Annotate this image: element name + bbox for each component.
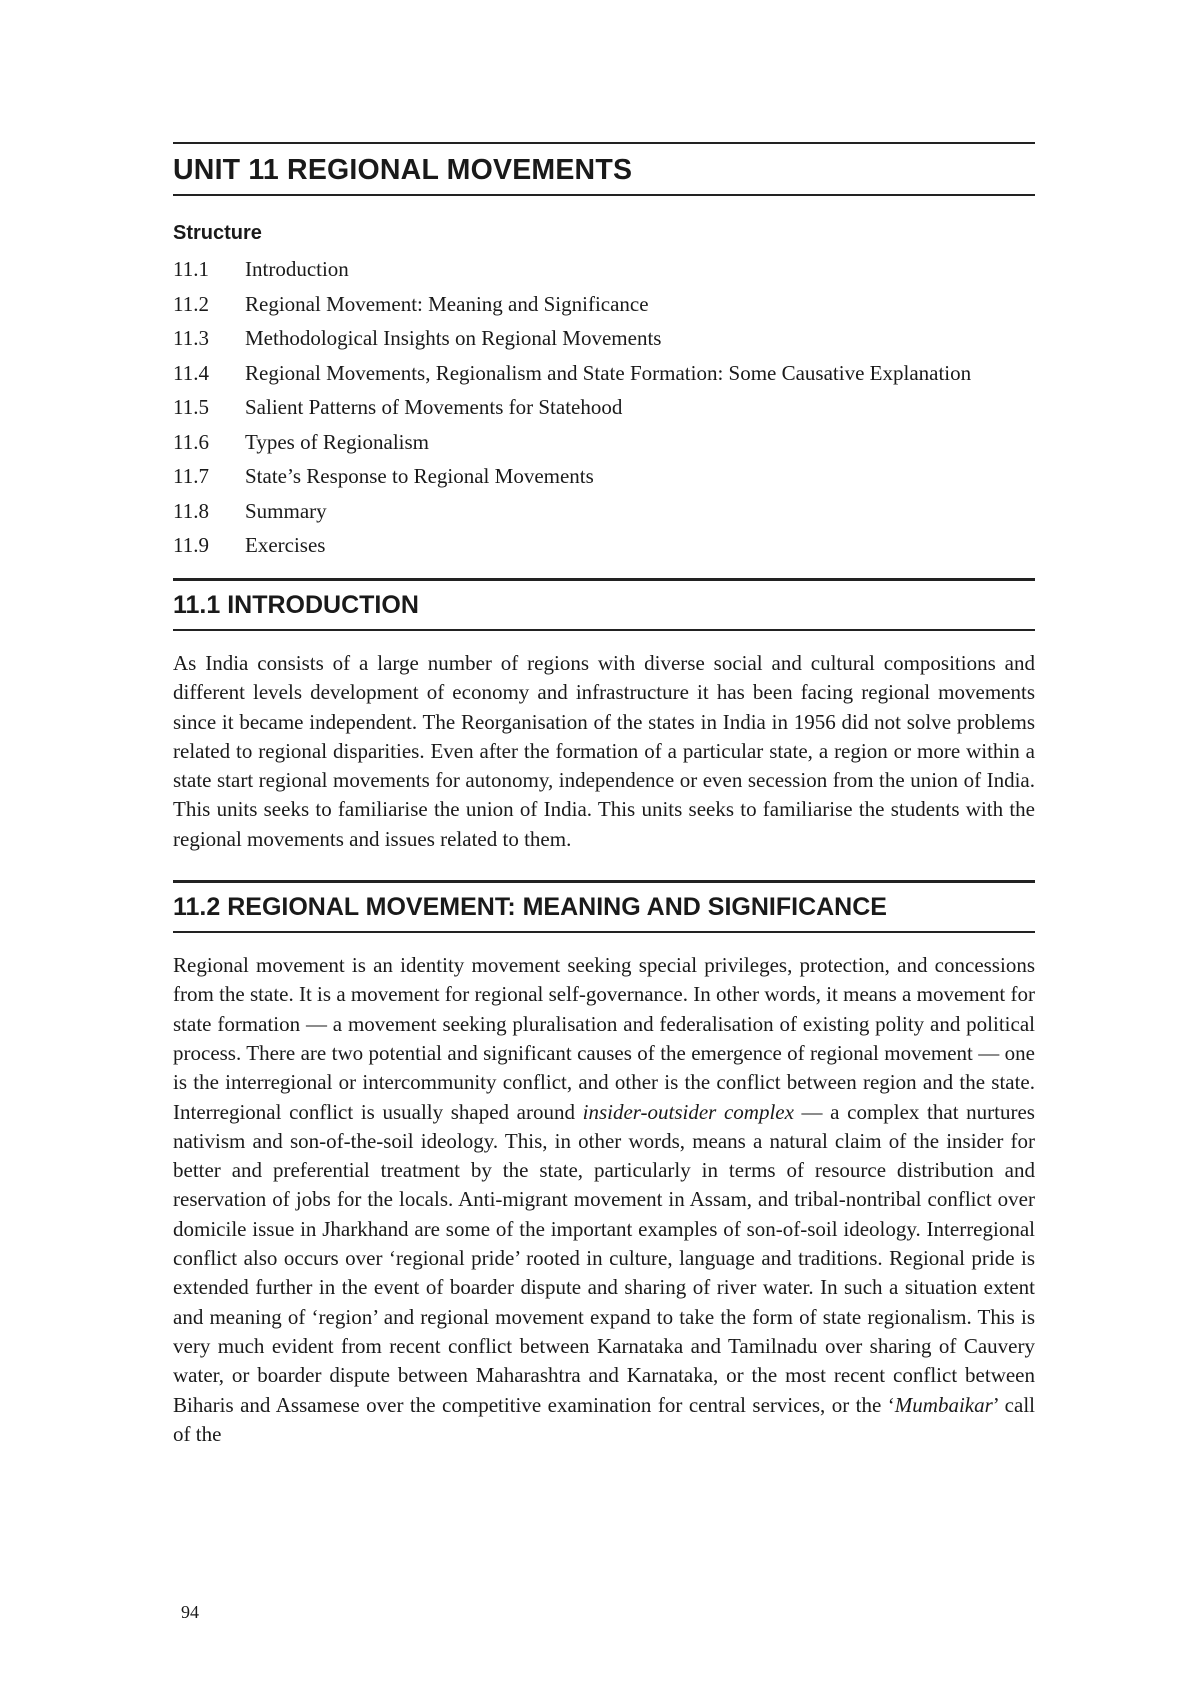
toc-item-number: 11.3 xyxy=(173,326,209,350)
body-paragraph: As India consists of a large number of regions with diverse social and cultural compositions and different levels development of economy and infrastructure it has been facing regional movements since it became independent. The Reorganisation of the states in India in 1956 did not solve problems related to regional disparities. Even after the formation of a particular state, a region or more within a state start regional movements for autonomy, independence or even secession from the union of India. This units seeks to familiarise the union of India. This units seeks to familiarise the students with the regional movements and issues related to them. xyxy=(173,651,1035,851)
toc-item-text: Exercises xyxy=(245,533,326,557)
paragraph-text: ’ call of the xyxy=(173,1392,1035,1446)
italic-term: Mumbaikar xyxy=(894,1392,993,1417)
toc-item xyxy=(173,324,1035,353)
toc-item-number: 11.9 xyxy=(173,533,209,557)
title-top-rule xyxy=(173,142,1035,144)
toc-item-text: Salient Patterns of Movements for Statehood xyxy=(245,395,623,419)
toc-item-text: Methodological Insights on Regional Movements xyxy=(245,326,662,350)
structure-list xyxy=(173,255,1035,560)
toc-item-text: State’s Response to Regional Movements xyxy=(245,464,594,488)
toc-item-number: 11.4 xyxy=(173,360,209,385)
toc-item-text: Introduction xyxy=(245,257,349,281)
toc-item xyxy=(173,290,1035,319)
page-number: 94 xyxy=(181,1602,199,1622)
toc-item-text: Regional Movements, Regionalism and State Formation: Some Causative Explanation xyxy=(245,360,972,385)
section-meaning-significance xyxy=(173,880,1035,1449)
toc-item xyxy=(173,531,1035,560)
section-top-rule xyxy=(173,880,1035,883)
toc-item xyxy=(173,462,1035,491)
toc-item xyxy=(173,255,1035,284)
toc-item-number: 11.2 xyxy=(173,291,209,316)
section-top-rule xyxy=(173,578,1035,581)
toc-item-number: 11.1 xyxy=(173,257,209,281)
section-bottom-rule xyxy=(173,931,1035,933)
toc-item-number: 11.5 xyxy=(173,395,209,419)
structure-heading: Structure xyxy=(173,222,262,244)
toc-item xyxy=(173,428,1035,457)
unit-title: UNIT 11 REGIONAL MOVEMENTS xyxy=(173,154,633,186)
toc-item-number: 11.6 xyxy=(173,429,209,454)
document-page xyxy=(173,142,1035,1449)
toc-item-number: 11.8 xyxy=(173,498,209,523)
title-bottom-rule xyxy=(173,194,1035,196)
toc-item-number: 11.7 xyxy=(173,464,209,488)
section-heading: 11.2 REGIONAL MOVEMENT: MEANING AND SIGNIFICANCE xyxy=(173,893,887,922)
toc-item xyxy=(173,359,1035,388)
section-introduction xyxy=(173,578,1035,854)
section-bottom-rule xyxy=(173,629,1035,631)
toc-item-text: Types of Regionalism xyxy=(245,429,430,454)
toc-item xyxy=(173,393,1035,422)
toc-item xyxy=(173,497,1035,526)
italic-term: insider-outsider complex xyxy=(582,1099,794,1124)
paragraph-text: Regional movement is an identity movement seeking special privileges, protection, and concessions from the state. It is a movement for regional self-governance. In other words, it means a movement for state formation — a movement seeking pluralisation and federalisation of existing polity and political process. There are two potential and significant causes of the emergence of regional movement — one is the interregional or intercommunity conflict, and other is the conflict between region and the state. Interregional conflict is usually shaped around xyxy=(173,953,1035,1124)
paragraph-text: — a complex that nurtures nativism and son-of-the-soil ideology. This, in other words, means a natural claim of the insider for better and preferential treatment by the state, particularly in terms of resource distribution and reservation of jobs for the locals. Anti-migrant movement in Assam, and tribal-nontribal conflict over domicile issue in Jharkhand are some of the important examples of son-of-soil ideology. Interregional conflict also occurs over ‘regional pride’ rooted in culture, language and traditions. Regional pride is extended further in the event of boarder dispute and sharing of river water. In such a situation extent and meaning of ‘region’ and regional movement expand to take the form of state regionalism. This is very much evident from recent conflict between Karnataka and Tamilnadu over sharing of Cauvery water, or boarder dispute between Maharashtra and Karnataka, or the most recent conflict between Biharis and Assamese over the competitive examination for central services, or the ‘ xyxy=(173,1099,1035,1417)
body-paragraph xyxy=(173,951,1035,1449)
toc-item-text: Regional Movement: Meaning and Significance xyxy=(245,291,649,316)
section-heading: 11.1 INTRODUCTION xyxy=(173,591,419,619)
toc-item-text: Summary xyxy=(245,498,327,523)
